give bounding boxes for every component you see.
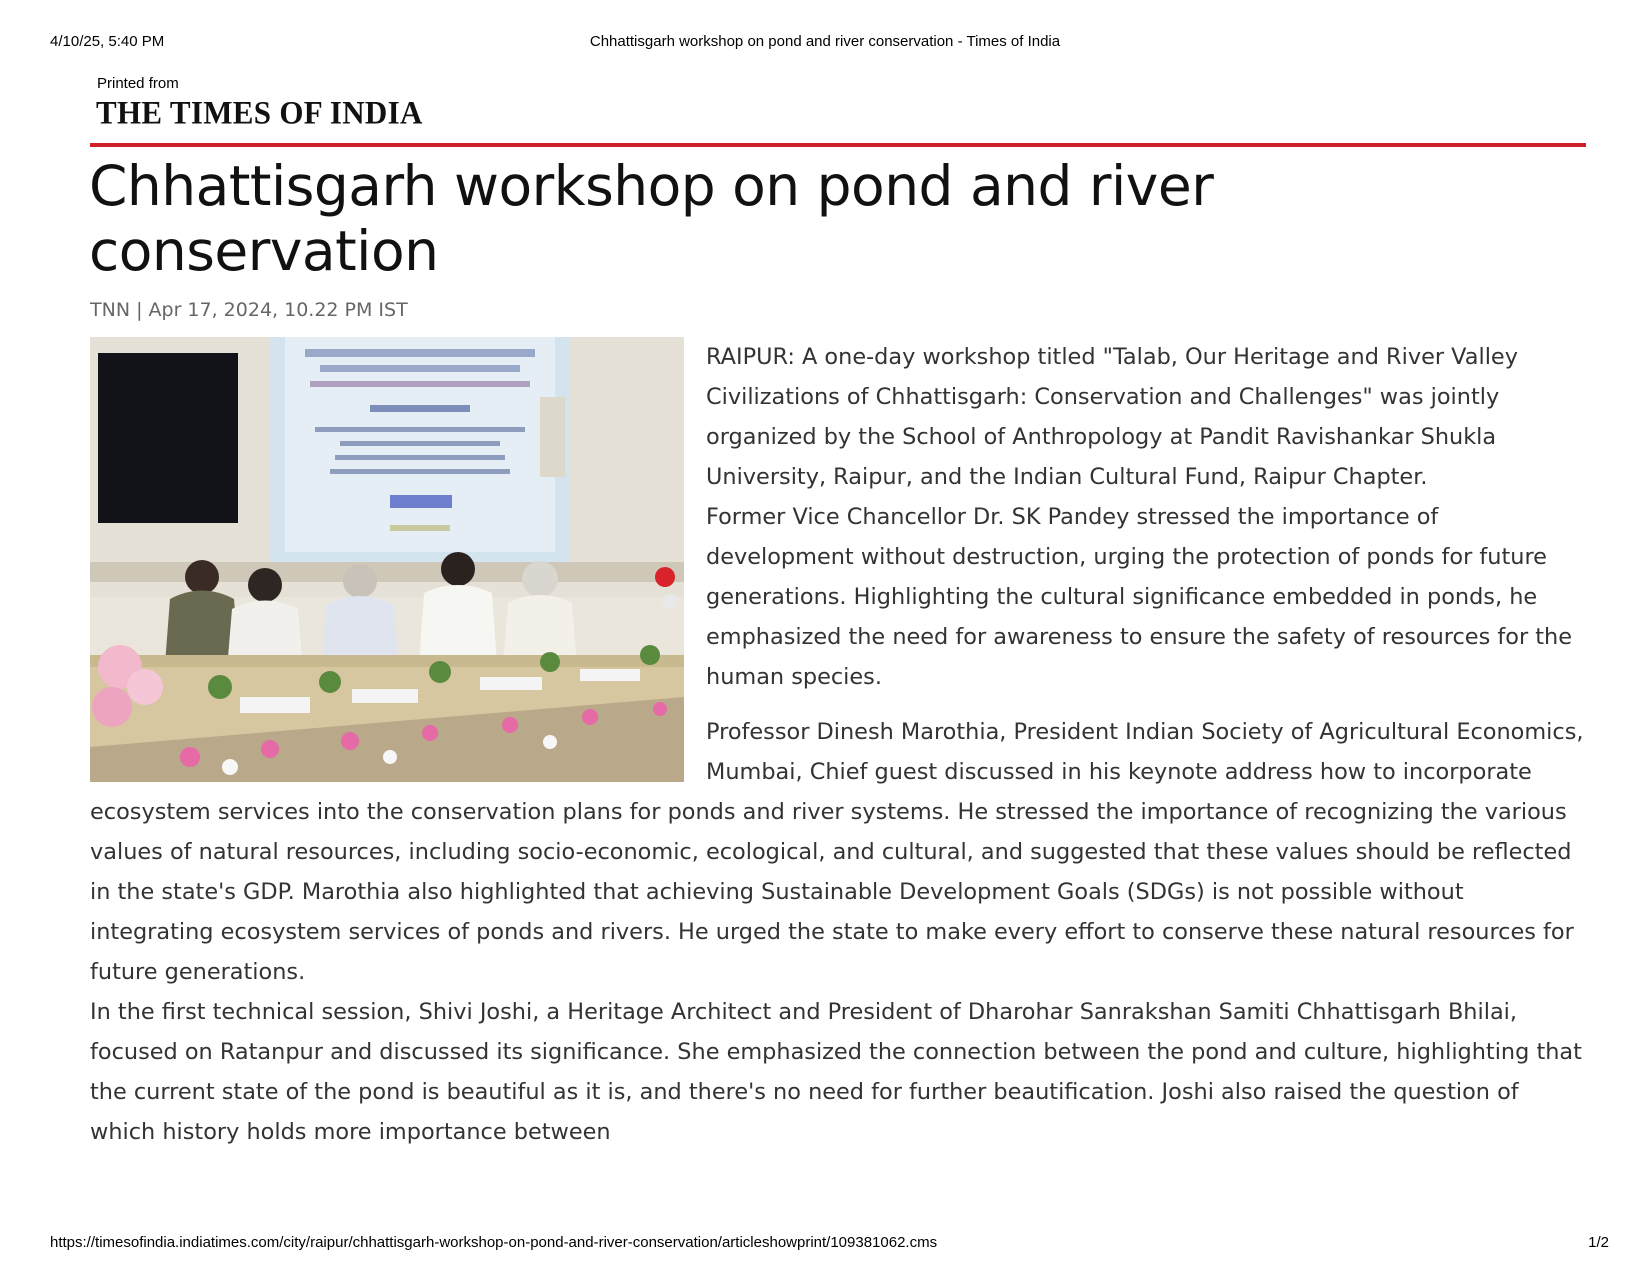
printed-from-label: Printed from [97, 75, 179, 92]
paragraph-4: In the first technical session, Shivi Joshi, a Heritage Architect and President of Dharohar Sanrakshan Samiti Chhattisgarh Bhilai, focused on Ratanpur and discussed its significance. She emphasized the connection between the pond and culture, highlighting that the current state of the pond is beautiful as it is, and there's no need for further beautification. Joshi also raised the question of which history holds more importance between [90, 999, 1582, 1145]
article-headline: Chhattisgarh workshop on pond and river conservation [89, 154, 1214, 283]
article-body [90, 337, 1585, 1152]
paragraph-2: Former Vice Chancellor Dr. SK Pandey stressed the importance of development without destruction, urging the protection of ponds for future generations. Highlighting the cultural significance embedded in ponds, he emphasized the need for awareness to ensure the safety of resources for the human species. [706, 504, 1573, 690]
print-page-title: Chhattisgarh workshop on pond and river conservation - Times of India [589, 33, 1061, 50]
print-page-number: 1/2 [1588, 1234, 1609, 1251]
print-footer-url: https://timesofindia.indiatimes.com/city/raipur/chhattisgarh-workshop-on-pond-and-river-conservation/articleshowprint/109381062.cms [50, 1234, 938, 1251]
header-divider [90, 143, 1586, 147]
workshop-photo [90, 337, 684, 782]
paragraph-3: Professor Dinesh Marothia, President Indian Society of Agricultural Economics, Mumbai, Chief guest discussed in his keynote address how to incorporate ecosystem services into the conservation plans for ponds and river systems. He stressed the importance of recognizing the various values of natural resources, including socio-economic, ecological, and cultural, and suggested that these values should be reflected in the state's GDP. Marothia also highlighted that achieving Sustainable Development Goals (SDGs) is not possible without integrating ecosystem services of ponds and rivers. He urged the state to make every effort to conserve these natural resources for future generations. [90, 719, 1584, 985]
paragraph-1: RAIPUR: A one-day workshop titled "Talab, Our Heritage and River Valley Civilizations of Chhattisgarh: Conservation and Challenges" was jointly organized by the School of Anthropology at Pandit Ravishankar Shukla University, Raipur, and the Indian Cultural Fund, Raipur Chapter. [706, 344, 1518, 490]
article-byline: TNN | Apr 17, 2024, 10.22 PM IST [90, 299, 408, 321]
print-datetime: 4/10/25, 5:40 PM [50, 33, 165, 50]
times-of-india-logo: THE TIMES OF INDIA [96, 94, 423, 131]
